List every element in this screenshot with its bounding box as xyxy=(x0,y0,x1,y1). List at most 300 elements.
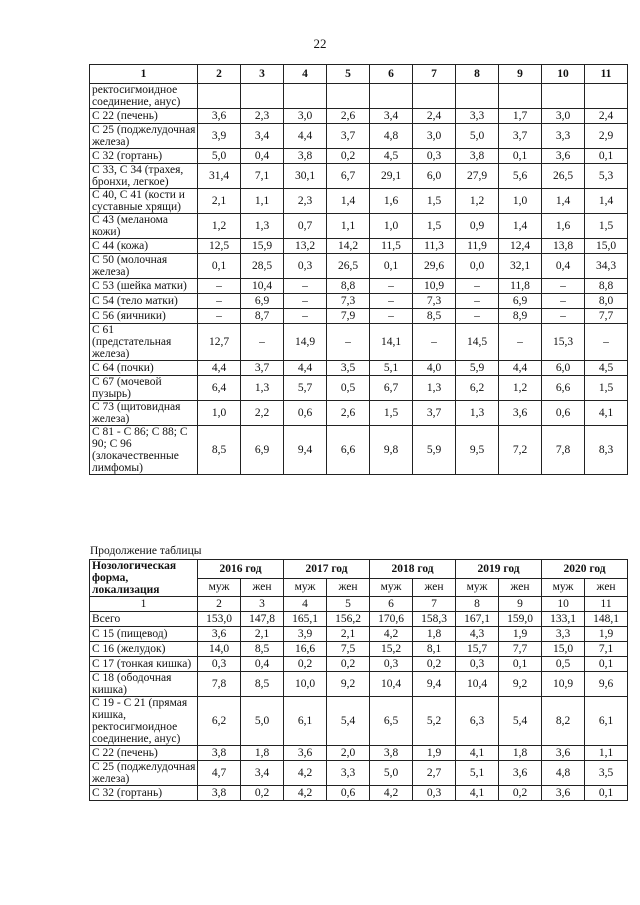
table-row xyxy=(90,294,628,309)
value-cell: 1,1 xyxy=(327,214,370,239)
value-cell: 6,6 xyxy=(327,426,370,475)
column-number-cell: 11 xyxy=(585,65,628,84)
value-cell: 0,3 xyxy=(198,657,241,672)
value-cell: 2,1 xyxy=(327,627,370,642)
value-cell: 1,2 xyxy=(456,189,499,214)
table-row xyxy=(90,627,628,642)
value-cell: 4,8 xyxy=(542,761,585,786)
table-row xyxy=(90,109,628,124)
value-cell: – xyxy=(198,279,241,294)
value-cell: 158,3 xyxy=(413,612,456,627)
value-cell xyxy=(413,84,456,109)
value-cell: 8,7 xyxy=(241,309,284,324)
value-cell xyxy=(327,84,370,109)
value-cell: 14,5 xyxy=(456,324,499,361)
value-cell: 5,0 xyxy=(241,697,284,746)
value-cell: 0,4 xyxy=(241,149,284,164)
value-cell: 10,4 xyxy=(241,279,284,294)
value-cell: 7,8 xyxy=(198,672,241,697)
value-cell: 9,4 xyxy=(413,672,456,697)
value-cell: 7,3 xyxy=(413,294,456,309)
value-cell: 3,5 xyxy=(585,761,628,786)
sex-female-header: жен xyxy=(327,578,370,597)
value-cell: 0,3 xyxy=(370,657,413,672)
table-row xyxy=(90,239,628,254)
value-cell: – xyxy=(456,309,499,324)
value-cell: 1,3 xyxy=(241,214,284,239)
value-cell: 7,8 xyxy=(542,426,585,475)
value-cell: 10,4 xyxy=(456,672,499,697)
table-row xyxy=(90,657,628,672)
column-number-cell: 6 xyxy=(370,65,413,84)
value-cell: 9,8 xyxy=(370,426,413,475)
value-cell: 4,4 xyxy=(284,361,327,376)
value-cell: 15,9 xyxy=(241,239,284,254)
sex-male-header: муж xyxy=(284,578,327,597)
value-cell: 5,0 xyxy=(370,761,413,786)
value-cell: 8,8 xyxy=(585,279,628,294)
value-cell: – xyxy=(585,324,628,361)
value-cell: 5,7 xyxy=(284,376,327,401)
value-cell: 2,4 xyxy=(413,109,456,124)
value-cell: – xyxy=(284,309,327,324)
value-cell: 15,3 xyxy=(542,324,585,361)
value-cell: 1,9 xyxy=(585,627,628,642)
value-cell: 1,4 xyxy=(499,214,542,239)
value-cell: 1,3 xyxy=(241,376,284,401)
value-cell: 12,4 xyxy=(499,239,542,254)
value-cell: 8,5 xyxy=(413,309,456,324)
table-row xyxy=(90,214,628,239)
value-cell: 14,2 xyxy=(327,239,370,254)
value-cell: 7,2 xyxy=(499,426,542,475)
value-cell: 0,2 xyxy=(327,657,370,672)
value-cell: 30,1 xyxy=(284,164,327,189)
value-cell: 1,5 xyxy=(413,214,456,239)
value-cell: 3,8 xyxy=(284,149,327,164)
value-cell: 3,6 xyxy=(499,761,542,786)
value-cell: 3,6 xyxy=(542,746,585,761)
value-cell: 1,5 xyxy=(585,214,628,239)
value-cell: 3,7 xyxy=(499,124,542,149)
value-cell: – xyxy=(370,279,413,294)
value-cell: 1,1 xyxy=(585,746,628,761)
table-row xyxy=(90,612,628,627)
table-row xyxy=(90,124,628,149)
value-cell: 2,4 xyxy=(585,109,628,124)
value-cell: 1,8 xyxy=(413,627,456,642)
value-cell: 165,1 xyxy=(284,612,327,627)
value-cell: 2,1 xyxy=(241,627,284,642)
value-cell: 9,2 xyxy=(327,672,370,697)
value-cell: 3,4 xyxy=(370,109,413,124)
row-label: С 33, С 34 (трахея, бронхи, легкое) xyxy=(90,164,198,189)
value-cell: 29,1 xyxy=(370,164,413,189)
row-label: С 19 - С 21 (прямая кишка, ректосигмоидное соединение, анус) xyxy=(90,697,198,746)
value-cell: 6,0 xyxy=(413,164,456,189)
value-cell: – xyxy=(284,294,327,309)
row-label: С 22 (печень) xyxy=(90,109,198,124)
column-number-cell: 7 xyxy=(413,597,456,612)
value-cell: 3,8 xyxy=(370,746,413,761)
value-cell: 0,3 xyxy=(413,786,456,801)
table-row xyxy=(90,697,628,746)
value-cell: – xyxy=(413,324,456,361)
sex-female-header: жен xyxy=(413,578,456,597)
value-cell: 15,7 xyxy=(456,642,499,657)
value-cell: 0,2 xyxy=(284,657,327,672)
row-label: С 32 (гортань) xyxy=(90,786,198,801)
value-cell: 4,1 xyxy=(585,401,628,426)
value-cell: 5,9 xyxy=(413,426,456,475)
value-cell: 7,7 xyxy=(499,642,542,657)
value-cell: 4,1 xyxy=(456,786,499,801)
value-cell: 6,1 xyxy=(585,697,628,746)
value-cell: 8,0 xyxy=(585,294,628,309)
value-cell: 3,6 xyxy=(542,149,585,164)
value-cell: 9,6 xyxy=(585,672,628,697)
value-cell: 28,5 xyxy=(241,254,284,279)
sex-female-header: жен xyxy=(499,578,542,597)
value-cell: 6,6 xyxy=(542,376,585,401)
row-label: С 44 (кожа) xyxy=(90,239,198,254)
value-cell: 167,1 xyxy=(456,612,499,627)
row-label: С 56 (яичники) xyxy=(90,309,198,324)
row-label: С 64 (почки) xyxy=(90,361,198,376)
value-cell: 3,6 xyxy=(198,109,241,124)
value-cell: 3,7 xyxy=(413,401,456,426)
column-number-cell: 1 xyxy=(90,65,198,84)
value-cell: 10,0 xyxy=(284,672,327,697)
value-cell: – xyxy=(327,324,370,361)
value-cell: 3,6 xyxy=(542,786,585,801)
value-cell: 2,9 xyxy=(585,124,628,149)
value-cell: 1,0 xyxy=(499,189,542,214)
row-label: С 22 (печень) xyxy=(90,746,198,761)
value-cell: 6,0 xyxy=(542,361,585,376)
value-cell: 6,3 xyxy=(456,697,499,746)
row-label: С 17 (тонкая кишка) xyxy=(90,657,198,672)
value-cell: 3,7 xyxy=(241,361,284,376)
value-cell: 15,2 xyxy=(370,642,413,657)
value-cell: 1,5 xyxy=(413,189,456,214)
value-cell: 0,9 xyxy=(456,214,499,239)
value-cell: 0,1 xyxy=(499,657,542,672)
value-cell: 4,7 xyxy=(198,761,241,786)
value-cell: 26,5 xyxy=(542,164,585,189)
value-cell: 147,8 xyxy=(241,612,284,627)
value-cell: 5,9 xyxy=(456,361,499,376)
value-cell: 10,9 xyxy=(542,672,585,697)
column-number-cell: 11 xyxy=(585,597,628,612)
row-label: С 16 (желудок) xyxy=(90,642,198,657)
value-cell: 12,7 xyxy=(198,324,241,361)
value-cell: 11,9 xyxy=(456,239,499,254)
row-label: С 50 (молочная железа) xyxy=(90,254,198,279)
value-cell: 8,1 xyxy=(413,642,456,657)
value-cell: 1,8 xyxy=(499,746,542,761)
value-cell: – xyxy=(542,309,585,324)
value-cell: 7,1 xyxy=(241,164,284,189)
value-cell: 34,3 xyxy=(585,254,628,279)
row-label: С 67 (мочевой пузырь) xyxy=(90,376,198,401)
column-number-cell: 2 xyxy=(198,65,241,84)
value-cell: 3,0 xyxy=(284,109,327,124)
row-label: С 53 (шейка матки) xyxy=(90,279,198,294)
value-cell: 0,3 xyxy=(413,149,456,164)
table-row xyxy=(90,84,628,109)
value-cell xyxy=(284,84,327,109)
value-cell: 2,3 xyxy=(241,109,284,124)
value-cell: 170,6 xyxy=(370,612,413,627)
value-cell xyxy=(456,84,499,109)
value-cell: 3,3 xyxy=(456,109,499,124)
value-cell: 6,7 xyxy=(370,376,413,401)
value-cell: 9,4 xyxy=(284,426,327,475)
value-cell: 1,9 xyxy=(499,627,542,642)
value-cell: 5,4 xyxy=(327,697,370,746)
value-cell: 3,6 xyxy=(499,401,542,426)
column-number-cell: 8 xyxy=(456,65,499,84)
value-cell: 13,2 xyxy=(284,239,327,254)
value-cell: 3,0 xyxy=(542,109,585,124)
value-cell: 0,7 xyxy=(284,214,327,239)
value-cell: 8,8 xyxy=(327,279,370,294)
value-cell: 1,7 xyxy=(499,109,542,124)
value-cell xyxy=(542,84,585,109)
value-cell: 3,4 xyxy=(241,124,284,149)
value-cell: 6,5 xyxy=(370,697,413,746)
value-cell: 3,3 xyxy=(542,124,585,149)
row-label: С 18 (ободочная кишка) xyxy=(90,672,198,697)
value-cell: 3,3 xyxy=(542,627,585,642)
table-row xyxy=(90,189,628,214)
value-cell: 0,5 xyxy=(327,376,370,401)
value-cell: 1,1 xyxy=(241,189,284,214)
value-cell: 3,9 xyxy=(284,627,327,642)
value-cell: 6,2 xyxy=(456,376,499,401)
value-cell: 11,3 xyxy=(413,239,456,254)
row-label: С 25 (поджелудочная железа) xyxy=(90,761,198,786)
value-cell: 3,7 xyxy=(327,124,370,149)
table-row xyxy=(90,746,628,761)
value-cell: 1,3 xyxy=(413,376,456,401)
value-cell: 11,5 xyxy=(370,239,413,254)
value-cell: 9,5 xyxy=(456,426,499,475)
value-cell: 4,2 xyxy=(284,786,327,801)
value-cell: 1,9 xyxy=(413,746,456,761)
value-cell: 4,4 xyxy=(499,361,542,376)
column-number-cell: 9 xyxy=(499,65,542,84)
value-cell xyxy=(241,84,284,109)
value-cell: 8,9 xyxy=(499,309,542,324)
table-row xyxy=(90,426,628,475)
value-cell: 7,5 xyxy=(327,642,370,657)
value-cell: 4,3 xyxy=(456,627,499,642)
row-label: С 43 (меланома кожи) xyxy=(90,214,198,239)
value-cell: 6,7 xyxy=(327,164,370,189)
value-cell: 6,9 xyxy=(499,294,542,309)
value-cell: 16,6 xyxy=(284,642,327,657)
value-cell: 27,9 xyxy=(456,164,499,189)
row-label: С 15 (пищевод) xyxy=(90,627,198,642)
value-cell: 2,1 xyxy=(198,189,241,214)
value-cell: 3,5 xyxy=(327,361,370,376)
table-row xyxy=(90,401,628,426)
value-cell: 0,2 xyxy=(499,786,542,801)
table-row xyxy=(90,324,628,361)
value-cell: 1,5 xyxy=(585,376,628,401)
sex-male-header: муж xyxy=(370,578,413,597)
value-cell: 1,5 xyxy=(370,401,413,426)
value-cell: 1,0 xyxy=(198,401,241,426)
value-cell: 4,1 xyxy=(456,746,499,761)
value-cell: 0,2 xyxy=(241,786,284,801)
value-cell: 3,6 xyxy=(198,627,241,642)
row-label: ректосигмоидное соединение, анус) xyxy=(90,84,198,109)
value-cell: 8,3 xyxy=(585,426,628,475)
value-cell: 1,2 xyxy=(499,376,542,401)
table-row xyxy=(90,361,628,376)
incidence-table-part1 xyxy=(89,64,628,475)
column-number-row xyxy=(90,597,628,612)
value-cell: – xyxy=(542,279,585,294)
value-cell: 1,4 xyxy=(542,189,585,214)
value-cell: 2,6 xyxy=(327,109,370,124)
value-cell: 6,2 xyxy=(198,697,241,746)
value-cell: 4,8 xyxy=(370,124,413,149)
value-cell: 0,5 xyxy=(542,657,585,672)
value-cell: 148,1 xyxy=(585,612,628,627)
column-number-cell: 8 xyxy=(456,597,499,612)
value-cell: 5,2 xyxy=(413,697,456,746)
table-row xyxy=(90,149,628,164)
column-number-cell: 4 xyxy=(284,65,327,84)
value-cell xyxy=(499,84,542,109)
value-cell: 12,5 xyxy=(198,239,241,254)
value-cell: – xyxy=(370,294,413,309)
value-cell: – xyxy=(542,294,585,309)
value-cell: 14,1 xyxy=(370,324,413,361)
row-label: С 54 (тело матки) xyxy=(90,294,198,309)
value-cell: 0,3 xyxy=(284,254,327,279)
value-cell: 0,0 xyxy=(456,254,499,279)
row-label: С 81 - С 86; С 88; С 90; С 96 (злокачественные лимфомы) xyxy=(90,426,198,475)
value-cell: 2,6 xyxy=(327,401,370,426)
value-cell: 4,2 xyxy=(370,786,413,801)
sex-male-header: муж xyxy=(542,578,585,597)
value-cell: 5,3 xyxy=(585,164,628,189)
row-label: С 61 (предстательная железа) xyxy=(90,324,198,361)
value-cell: 156,2 xyxy=(327,612,370,627)
value-cell: 2,3 xyxy=(284,189,327,214)
value-cell: 0,3 xyxy=(456,657,499,672)
value-cell: 4,5 xyxy=(370,149,413,164)
value-cell: 1,8 xyxy=(241,746,284,761)
value-cell: 4,4 xyxy=(198,361,241,376)
value-cell: – xyxy=(284,279,327,294)
year-header: 2018 год xyxy=(370,560,456,579)
value-cell: 2,0 xyxy=(327,746,370,761)
value-cell: 0,1 xyxy=(370,254,413,279)
value-cell: 13,8 xyxy=(542,239,585,254)
value-cell: 1,2 xyxy=(198,214,241,239)
year-header: 2020 год xyxy=(542,560,628,579)
value-cell xyxy=(198,84,241,109)
value-cell: 0,6 xyxy=(284,401,327,426)
value-cell: 4,5 xyxy=(585,361,628,376)
value-cell: – xyxy=(499,324,542,361)
value-cell: 4,0 xyxy=(413,361,456,376)
row-label: Всего xyxy=(90,612,198,627)
value-cell: – xyxy=(198,309,241,324)
column-number-cell: 4 xyxy=(284,597,327,612)
row-label: С 32 (гортань) xyxy=(90,149,198,164)
value-cell: 1,3 xyxy=(456,401,499,426)
sex-male-header: муж xyxy=(198,578,241,597)
column-number-cell: 1 xyxy=(90,597,198,612)
value-cell: 0,1 xyxy=(198,254,241,279)
value-cell: 5,0 xyxy=(198,149,241,164)
value-cell: 0,2 xyxy=(413,657,456,672)
value-cell: 4,4 xyxy=(284,124,327,149)
value-cell: 10,4 xyxy=(370,672,413,697)
column-number-cell: 2 xyxy=(198,597,241,612)
value-cell: 7,3 xyxy=(327,294,370,309)
year-header-row xyxy=(90,560,628,579)
value-cell: 1,4 xyxy=(327,189,370,214)
value-cell: 3,9 xyxy=(198,124,241,149)
value-cell: 1,0 xyxy=(370,214,413,239)
value-cell: 2,7 xyxy=(413,761,456,786)
value-cell xyxy=(585,84,628,109)
sex-female-header: жен xyxy=(241,578,284,597)
table-row xyxy=(90,376,628,401)
value-cell: 5,6 xyxy=(499,164,542,189)
table-row xyxy=(90,164,628,189)
value-cell: 0,1 xyxy=(585,657,628,672)
continuation-caption: Продолжение таблицы xyxy=(90,545,202,557)
row-label: С 40, С 41 (кости и суставные хрящи) xyxy=(90,189,198,214)
sex-male-header: муж xyxy=(456,578,499,597)
row-label: С 73 (щитовидная железа) xyxy=(90,401,198,426)
value-cell: 1,4 xyxy=(585,189,628,214)
value-cell: 15,0 xyxy=(585,239,628,254)
value-cell: 7,1 xyxy=(585,642,628,657)
value-cell: 3,4 xyxy=(241,761,284,786)
value-cell: 3,3 xyxy=(327,761,370,786)
value-cell: 3,8 xyxy=(198,786,241,801)
value-cell: 0,6 xyxy=(327,786,370,801)
value-cell: 5,1 xyxy=(456,761,499,786)
value-cell: 4,2 xyxy=(370,627,413,642)
value-cell: – xyxy=(370,309,413,324)
value-cell: 14,0 xyxy=(198,642,241,657)
column-number-cell: 5 xyxy=(327,65,370,84)
page-number: 22 xyxy=(313,36,327,51)
value-cell: 6,1 xyxy=(284,697,327,746)
value-cell: 8,5 xyxy=(241,672,284,697)
value-cell: 10,9 xyxy=(413,279,456,294)
table-row xyxy=(90,642,628,657)
value-cell: 0,1 xyxy=(499,149,542,164)
value-cell: 153,0 xyxy=(198,612,241,627)
value-cell: 26,5 xyxy=(327,254,370,279)
sex-female-header: жен xyxy=(585,578,628,597)
column-number-cell: 9 xyxy=(499,597,542,612)
value-cell: 1,6 xyxy=(370,189,413,214)
value-cell: – xyxy=(456,294,499,309)
